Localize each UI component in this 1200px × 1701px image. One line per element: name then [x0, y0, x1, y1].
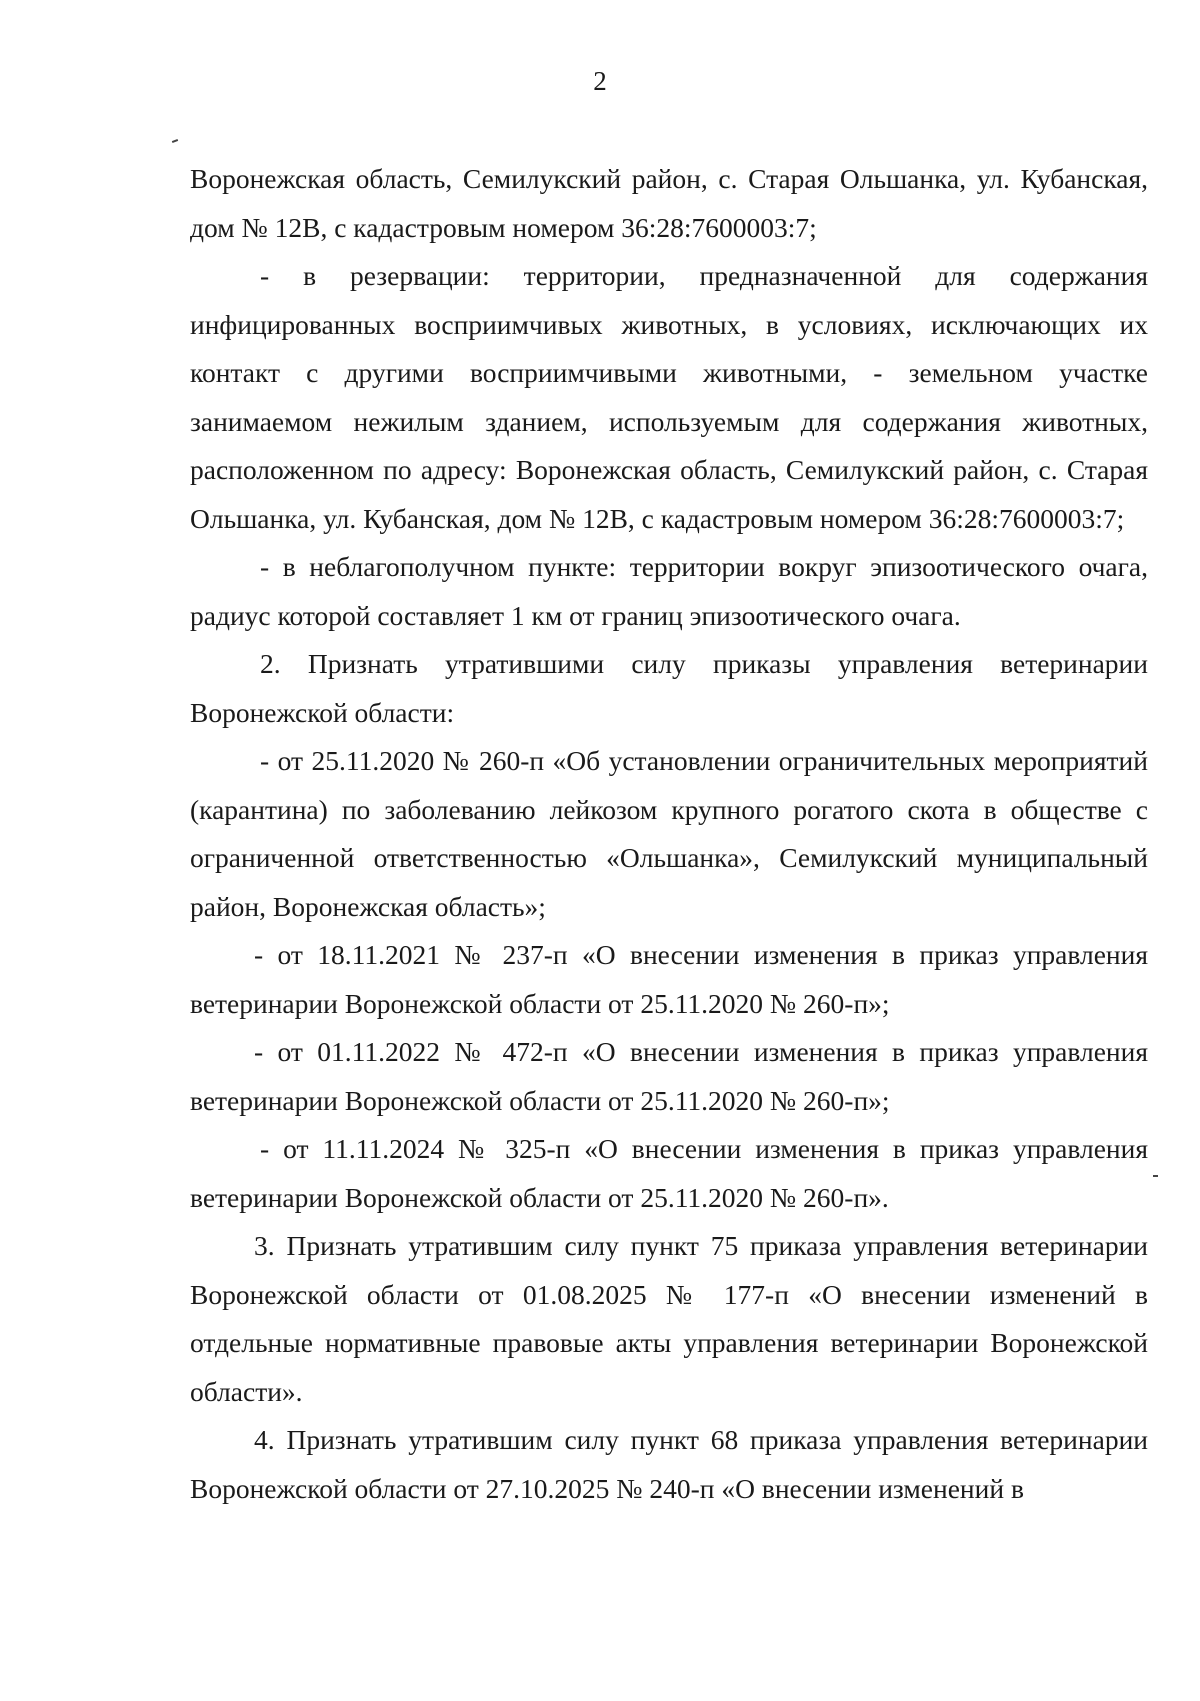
paragraph-order-260: - от 25.11.2020 № 260-п «Об установлении ограничительных мероприятий (карантина) по заболеванию лейкозом крупного рогатого скота в обществе с ограниченной ответственностью «Ольшанка», Семилукский муниципальный район, Воронежская область»; [190, 745, 1148, 922]
page-number: 2 [593, 66, 607, 96]
paragraph-item-2: 2. Признать утратившими силу приказы управления ветеринарии Воронежской области: [190, 648, 1148, 728]
document-body [190, 155, 1148, 1513]
paragraph-order-237: - от 18.11.2021 № 237-п «О внесении изменения в приказ управления ветеринарии Воронежской области от 25.11.2020 № 260-п»; [190, 939, 1148, 1019]
paragraph-order-325: - от 11.11.2024 № 325-п «О внесении изменения в приказ управления ветеринарии Воронежской области от 25.11.2020 № 260-п». [190, 1133, 1148, 1213]
scan-mark-top-left [172, 139, 178, 143]
paragraph-reservation: - в резервации: территории, предназначенной для содержания инфицированных восприимчивых животных, в условиях, исключающих их контакт с другими восприимчивыми животными, - земельном участке занимаемом нежилым зданием, используемым для содержания животных, расположенном по адресу: Воронежская область, Семилукский район, с. Старая Ольшанка, ул. Кубанская, дом № 12В, с кадастровым номером 36:28:7600003:7; [190, 260, 1148, 534]
paragraph-order-472: - от 01.11.2022 № 472-п «О внесении изменения в приказ управления ветеринарии Воронежской области от 25.11.2020 № 260-п»; [190, 1036, 1148, 1116]
scan-mark-right [1153, 1175, 1158, 1177]
paragraph-item-4: 4. Признать утратившим силу пункт 68 приказа управления ветеринарии Воронежской области от 27.10.2025 № 240-п «О внесении изменений в [190, 1424, 1148, 1504]
paragraph-item-3: 3. Признать утратившим силу пункт 75 приказа управления ветеринарии Воронежской области от 01.08.2025 № 177-п «О внесении изменений в отдельные нормативные правовые акты управления ветеринарии Воронежской области». [190, 1230, 1148, 1407]
paragraph-unfavorable-point: - в неблагополучном пункте: территории вокруг эпизоотического очага, радиус которой составляет 1 км от границ эпизоотического очага. [190, 551, 1148, 631]
paragraph-address-continuation: Воронежская область, Семилукский район, с. Старая Ольшанка, ул. Кубанская, дом № 12В, с кадастровым номером 36:28:7600003:7; [190, 163, 1148, 243]
